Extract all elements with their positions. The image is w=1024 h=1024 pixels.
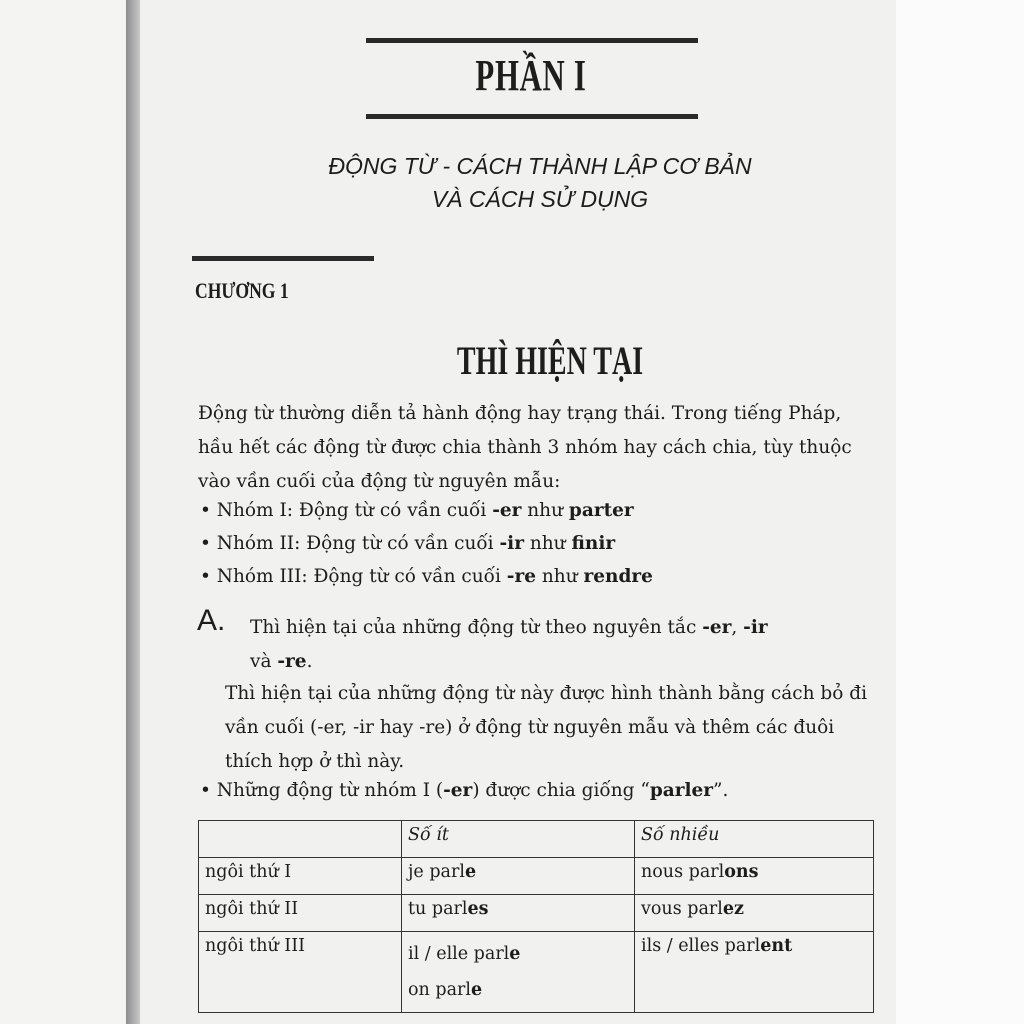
subtitle-line-2: VÀ CÁCH SỬ DỤNG <box>431 186 649 212</box>
table-header-row <box>199 821 874 858</box>
plural-cell: ils / elles parlent <box>635 932 874 1013</box>
divider <box>366 114 698 119</box>
person-cell: ngôi thứ II <box>199 895 402 932</box>
subtitle-line-1: ĐỘNG TỪ - CÁCH THÀNH LẬP CƠ BẢN <box>328 153 752 179</box>
person-cell: ngôi thứ I <box>199 858 402 895</box>
divider <box>192 256 374 261</box>
conjugation-note: • Những động từ nhóm I (-er) được chia giống “parler”. <box>200 780 729 801</box>
section-heading: Thì hiện tại của những động từ theo nguyên tắc -er, -ir và -re. <box>250 617 768 672</box>
group-item: • Nhóm III: Động từ có vần cuối -re như rendre <box>200 566 653 587</box>
group-item: • Nhóm I: Động từ có vần cuối -er như parter <box>200 500 634 521</box>
plural-cell: vous parlez <box>635 895 874 932</box>
divider <box>366 38 698 43</box>
lesson-title: THÌ HIỆN TẠI <box>456 338 644 383</box>
section-letter: A. <box>197 604 226 637</box>
singular-cell: je parle <box>402 858 635 895</box>
person-cell: ngôi thứ III <box>199 932 402 1013</box>
singular-cell: il / elle parle on parle <box>402 932 635 1013</box>
conjugation-table <box>198 820 874 1013</box>
table-row <box>199 895 874 932</box>
header-cell: Số nhiều <box>635 821 874 858</box>
intro-paragraph: Động từ thường diễn tả hành động hay trạng thái. Trong tiếng Pháp, hầu hết các động từ được chia thành 3 nhóm hay cách chia, tùy thuộc vào vần cuối của động từ nguyên mẫu: <box>198 403 852 492</box>
header-cell <box>199 821 402 858</box>
background <box>896 0 1024 1024</box>
section-body: Thì hiện tại của những động từ này được hình thành bằng cách bỏ đi vần cuối (-er, -ir hay -re) ở động từ nguyên mẫu và thêm các đuôi thích hợp ở thì này. <box>225 683 868 772</box>
table-row <box>199 932 874 1013</box>
book-spine-shadow <box>126 0 140 1024</box>
plural-cell: nous parlons <box>635 858 874 895</box>
group-item: • Nhóm II: Động từ có vần cuối -ir như finir <box>200 533 616 554</box>
part-title: PHẦN I <box>475 51 587 100</box>
chapter-label: CHƯƠNG 1 <box>195 278 289 303</box>
table-row <box>199 858 874 895</box>
header-cell: Số ít <box>402 821 635 858</box>
singular-cell: tu parles <box>402 895 635 932</box>
